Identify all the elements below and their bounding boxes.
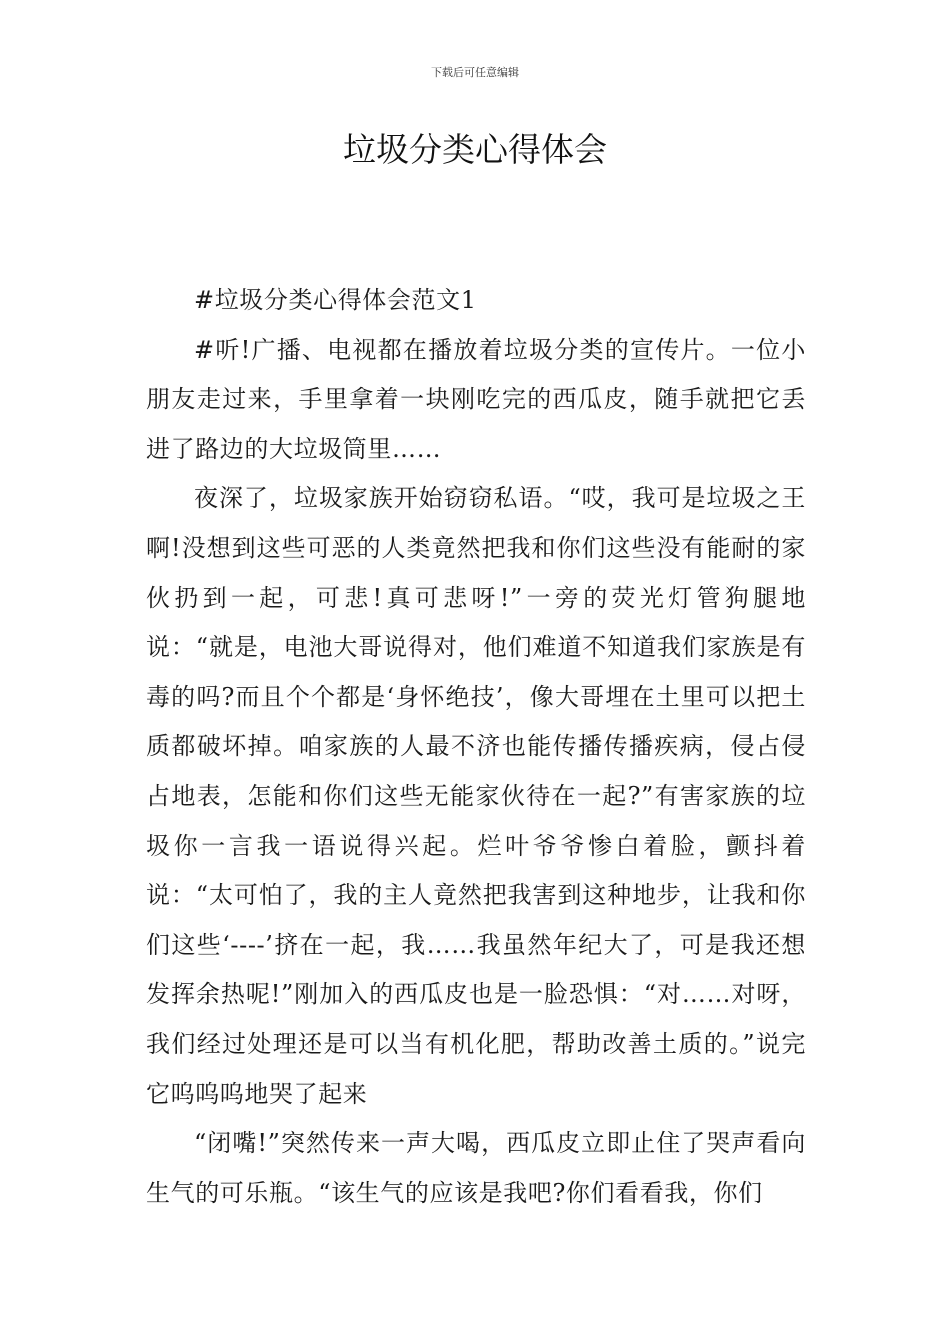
- paragraph: “闭嘴!”突然传来一声大喝，西瓜皮立即止住了哭声看向生气的可乐瓶。“该生气的应该是我吧?你们看看我，你们: [146, 1129, 806, 1207]
- paragraph-heading: #垃圾分类心得体会范文1: [194, 286, 477, 314]
- header-note: 下载后可任意编辑: [431, 66, 519, 79]
- paragraph: #听!广播、电视都在播放着垃圾分类的宣传片。一位小朋友走过来，手里拿着一块刚吃完的西瓜皮，随手就把它丢进了路边的大垃圾筒里……: [146, 335, 806, 463]
- document-body: [146, 276, 806, 1218]
- paragraph: 夜深了，垃圾家族开始窃窃私语。“哎，我可是垃圾之王啊!没想到这些可恶的人类竟然把我和你们这些没有能耐的家伙扔到一起，可悲!真可悲呀!”一旁的荧光灯管狗腿地说：“就是，电池大哥说得对，他们难道不知道我们家族是有毒的吗?而且个个都是‘身怀绝技’，像大哥埋在土里可以把土质都破坏掉。咱家族的人最不济也能传播传播疾病，侵占侵占地表，怎能和你们这些无能家伙待在一起?”有害家族的垃圾你一言我一语说得兴起。烂叶爷爷惨白着脸，颤抖着说：“太可怕了，我的主人竟然把我害到这种地步，让我和你们这些‘----’挤在一起，我……我虽然年纪大了，可是我还想发挥余热呢!”刚加入的西瓜皮也是一脸恐惧：“对……对呀，我们经过处理还是可以当有机化肥，帮助改善土质的。”说完它呜呜呜地哭了起来: [146, 484, 806, 1108]
- document-title: 垃圾分类心得体会: [343, 130, 607, 169]
